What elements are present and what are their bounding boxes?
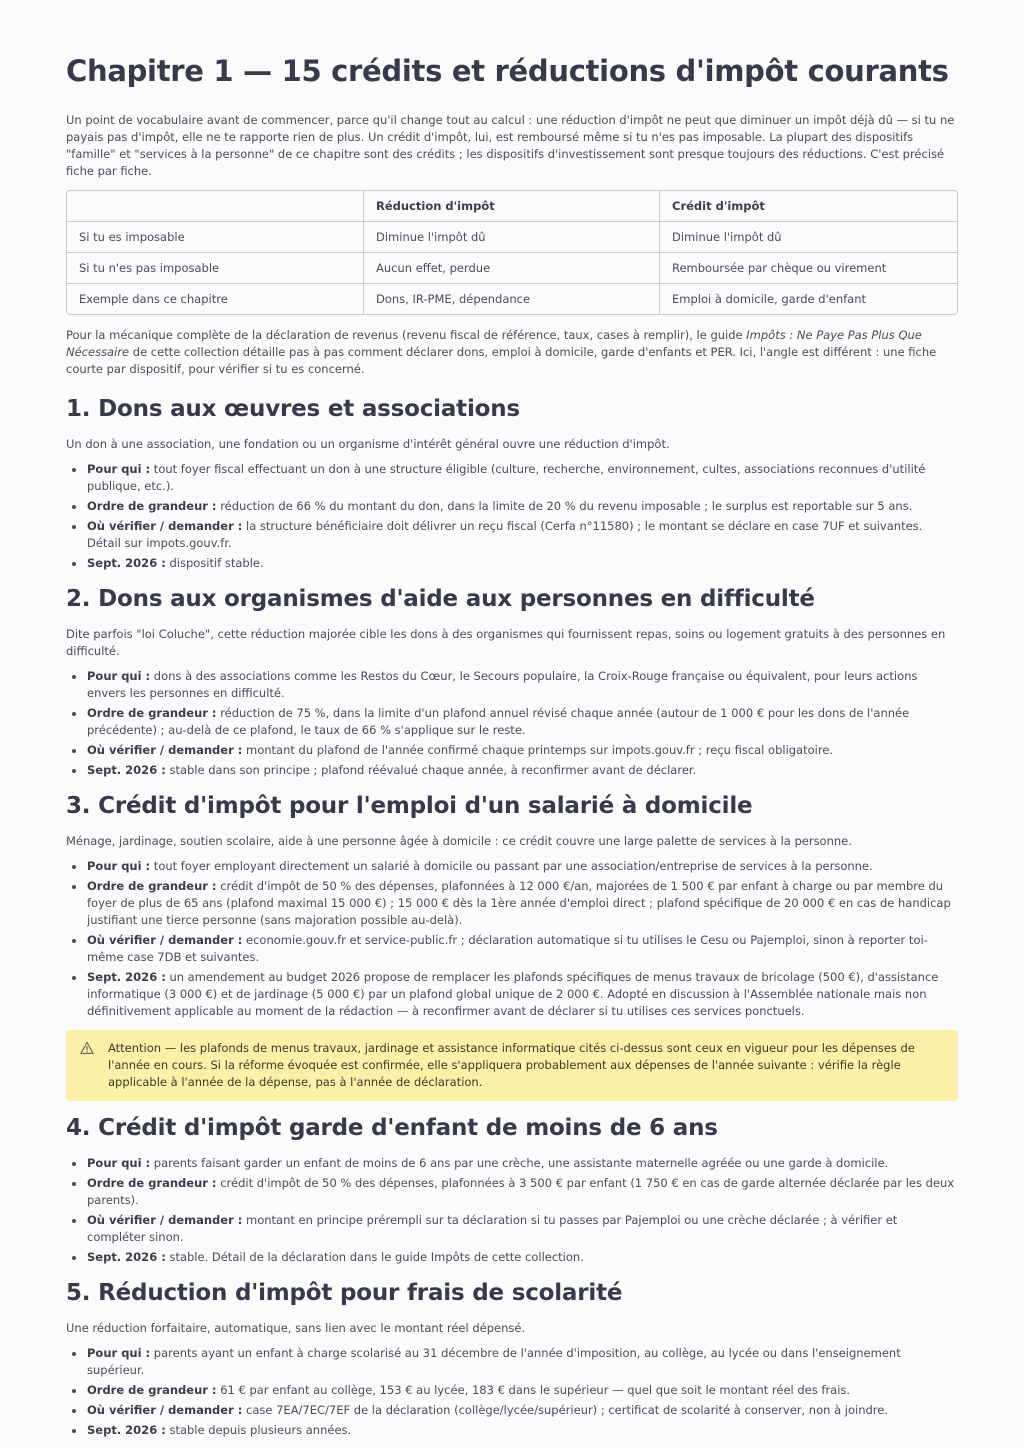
item-text: stable depuis plusieurs années. <box>165 1423 352 1437</box>
item-label: Ordre de grandeur : <box>87 1383 217 1397</box>
list-item <box>86 1155 958 1172</box>
table-row <box>67 222 957 253</box>
section-title: 2. Dons aux organismes d'aide aux personnes en difficulté <box>66 586 815 612</box>
section-lead: Une réduction forfaitaire, automatique, sans lien avec le montant réel dépensé. <box>66 1321 526 1335</box>
item-label: Où vérifier / demander : <box>87 743 243 757</box>
item-text: dons à des associations comme les Restos du Cœur, le Secours populaire, la Croix-Rouge française ou équivalent, pour leurs actions envers les personnes en difficulté. <box>87 669 918 700</box>
table-row <box>67 284 957 314</box>
item-label: Sept. 2026 : <box>87 763 166 777</box>
item-text: montant en principe prérempli sur ta déclaration si tu passes par Pajemploi ou une crèche déclarée ; à vérifier et compléter sinon. <box>87 1213 898 1244</box>
section-garde-enfant <box>66 1113 958 1266</box>
item-text: 61 € par enfant au collège, 153 € au lycée, 183 € dans le supérieur — quel que soit le montant réel des frais. <box>216 1383 851 1397</box>
item-label: Pour qui : <box>87 669 151 683</box>
item-label: Ordre de grandeur : <box>87 706 217 720</box>
item-text: réduction de 75 %, dans la limite d'un plafond annuel révisé chaque année (autour de 1 000 € pour les dons de l'année précédente) ; au-delà de ce plafond, le taux de 66 % s'applique sur le reste. <box>87 706 910 737</box>
item-label: Ordre de grandeur : <box>87 499 217 513</box>
list-item <box>86 742 958 759</box>
list-item <box>86 1249 958 1266</box>
section-emploi-domicile <box>66 791 958 1101</box>
section-lead: Un don à une association, une fondation ou un organisme d'intérêt général ouvre une réduction d'impôt. <box>66 437 670 451</box>
list-item <box>86 668 958 702</box>
guide-reference-paragraph <box>66 327 958 378</box>
item-label: Ordre de grandeur : <box>87 879 217 893</box>
list-item <box>86 705 958 739</box>
item-text: montant du plafond de l'année confirmé chaque printemps sur impots.gouv.fr ; reçu fiscal obligatoire. <box>242 743 834 757</box>
section-lead: Ménage, jardinage, soutien scolaire, aide à une personne âgée à domicile : ce crédit couvre une large palette de services à la personne. <box>66 834 852 848</box>
item-text: dispositif stable. <box>165 556 264 570</box>
warning-callout <box>66 1030 958 1101</box>
item-text: crédit d'impôt de 50 % des dépenses, plafonnées à 3 500 € par enfant (1 750 € en cas de garde alternée déclarée par les deux parents). <box>87 1176 955 1207</box>
item-text: stable. Détail de la déclaration dans le guide Impôts de cette collection. <box>165 1250 584 1264</box>
section-dons-difficulte <box>66 584 958 779</box>
section-lead: Dite parfois "loi Coluche", cette réduction majorée cible les dons à des organismes qui fournissent repas, soins ou logement gratuits à des personnes en difficulté. <box>66 627 946 658</box>
item-text: tout foyer employant directement un salarié à domicile ou passant par une association/entreprise de services à la personne. <box>150 859 873 873</box>
table-cell: Si tu n'es pas imposable <box>67 253 364 284</box>
list-item <box>86 969 958 1020</box>
section-frais-scolarite <box>66 1278 958 1439</box>
section-list <box>66 858 958 1020</box>
item-label: Sept. 2026 : <box>87 1250 166 1264</box>
list-item <box>86 932 958 966</box>
list-item <box>86 1175 958 1209</box>
item-text: un amendement au budget 2026 propose de remplacer les plafonds spécifiques de menus travaux de bricolage (500 €), d'assistance informatique (3 000 €) et de jardinage (5 000 €) par un plafond global unique de 2 000 €. Adopté en discussion à l'Assemblée nationale mais non définitivement applicable au moment de la rédaction — à reconfirmer avant de déclarer si tu utilises ces services ponctuels. <box>87 970 939 1018</box>
guide-reference-after: de cette collection détaille pas à pas comment déclarer dons, emploi à domicile, garde d'enfants et PER. Ici, l'angle est différent : une fiche courte par dispositif, pour vérifier si tu es concerné. <box>66 345 937 376</box>
item-label: Où vérifier / demander : <box>87 1403 243 1417</box>
section-title: 3. Crédit d'impôt pour l'emploi d'un salarié à domicile <box>66 793 753 819</box>
section-dons-oeuvres <box>66 394 958 572</box>
table-cell: Remboursée par chèque ou virement <box>660 253 957 284</box>
list-item <box>86 1402 958 1419</box>
item-label: Pour qui : <box>87 1156 151 1170</box>
section-title: 4. Crédit d'impôt garde d'enfant de moins de 6 ans <box>66 1115 718 1141</box>
table-cell: Diminue l'impôt dû <box>364 222 660 253</box>
comparison-table <box>66 190 958 315</box>
table-header-cell: Crédit d'impôt <box>660 191 957 222</box>
list-item <box>86 858 958 875</box>
item-text: la structure bénéficiaire doit délivrer un reçu fiscal (Cerfa n°11580) ; le montant se déclare en case 7UF et suivantes. Détail sur impots.gouv.fr. <box>87 519 923 550</box>
item-text: tout foyer fiscal effectuant un don à une structure éligible (culture, recherche, environnement, cultes, associations reconnues d'utilité publique, etc.). <box>87 462 926 493</box>
list-item <box>86 1422 958 1439</box>
item-label: Où vérifier / demander : <box>87 933 243 947</box>
item-text: case 7EA/7EC/7EF de la déclaration (collège/lycée/supérieur) ; certificat de scolarité à conserver, non à joindre. <box>242 1403 888 1417</box>
item-text: parents ayant un enfant à charge scolarisé au 31 décembre de l'année d'imposition, au collège, au lycée ou dans l'enseignement supérieur. <box>87 1346 901 1377</box>
list-item <box>86 1382 958 1399</box>
table-header-row <box>67 191 957 222</box>
table-header-cell: Réduction d'impôt <box>364 191 660 222</box>
list-item <box>86 878 958 929</box>
section-list <box>66 461 958 572</box>
item-text: economie.gouv.fr et service-public.fr ; déclaration automatique si tu utilises le Cesu ou Pajemploi, sinon à reporter toi-même case 7DB et suivantes. <box>87 933 928 964</box>
section-title: 1. Dons aux œuvres et associations <box>66 396 520 422</box>
page-title: Chapitre 1 — 15 crédits et réductions d'impôt courants <box>66 54 949 88</box>
table-cell: Aucun effet, perdue <box>364 253 660 284</box>
item-label: Où vérifier / demander : <box>87 1213 243 1227</box>
list-item <box>86 762 958 779</box>
table-cell: Si tu es imposable <box>67 222 364 253</box>
table-cell: Emploi à domicile, garde d'enfant <box>672 292 867 306</box>
item-label: Sept. 2026 : <box>87 1423 166 1437</box>
list-item <box>86 461 958 495</box>
list-item <box>86 1212 958 1246</box>
table-cell: Diminue l'impôt dû <box>660 222 957 253</box>
item-label: Pour qui : <box>87 1346 151 1360</box>
section-list <box>66 668 958 779</box>
warning-text: Attention — les plafonds de menus travaux, jardinage et assistance informatique cités ci-dessus sont ceux en vigueur pour les dépenses de l'année en cours. Si la réforme évoquée est confirmée, elle s'appliquera probablement aux dépenses de l'année suivante : vérifie la règle applicable à l'année de la dépense, pas à l'année de déclaration. <box>108 1041 915 1089</box>
list-item <box>86 498 958 515</box>
item-text: crédit d'impôt de 50 % des dépenses, plafonnées à 12 000 €/an, majorées de 1 500 € par enfant à charge ou par membre du foyer de plus de 65 ans (plafond maximal 15 000 €) ; 15 000 € dès la 1ère année d'emploi direct ; plafond spécifique de 20 000 € en cas de handicap justifiant une tierce personne (sans majoration possible au-delà). <box>87 879 951 927</box>
list-item <box>86 1345 958 1379</box>
section-list <box>66 1345 958 1439</box>
intro-paragraph: Un point de vocabulaire avant de commencer, parce qu'il change tout au calcul : une réduction d'impôt ne peut que diminuer un impôt déjà dû — si tu ne payais pas d'impôt, elle ne te rapporte rien de plus. Un crédit d'impôt, lui, est remboursé même si tu n'es pas imposable. La plupart des dispositifs "famille" et "services à la personne" de ce chapitre sont des crédits ; les dispositifs d'investissement sont presque toujours des réductions. C'est précisé fiche par fiche. <box>66 113 955 178</box>
item-text: parents faisant garder un enfant de moins de 6 ans par une crèche, une assistante maternelle agréée ou une garde à domicile. <box>150 1156 889 1170</box>
item-label: Ordre de grandeur : <box>87 1176 217 1190</box>
section-list <box>66 1155 958 1266</box>
item-label: Où vérifier / demander : <box>87 519 243 533</box>
table-cell: Dons, IR-PME, dépendance <box>364 284 660 314</box>
list-item <box>86 555 958 572</box>
guide-reference-before: Pour la mécanique complète de la déclaration de revenus (revenu fiscal de référence, taux, cases à remplir), le guide <box>66 328 747 342</box>
item-label: Pour qui : <box>87 859 151 873</box>
item-text: réduction de 66 % du montant du don, dans la limite de 20 % du revenu imposable ; le surplus est reportable sur 5 ans. <box>216 499 913 513</box>
list-item <box>86 518 958 552</box>
table-cell: Exemple dans ce chapitre <box>67 284 364 314</box>
table-row <box>67 253 957 284</box>
item-label: Pour qui : <box>87 462 151 476</box>
item-label: Sept. 2026 : <box>87 556 166 570</box>
guide-title: Impôts : Ne Paye Pas Plus Que Nécessaire <box>66 328 922 359</box>
item-label: Sept. 2026 : <box>87 970 166 984</box>
section-title: 5. Réduction d'impôt pour frais de scolarité <box>66 1280 623 1306</box>
table-header-cell <box>67 191 364 222</box>
item-text: stable dans son principe ; plafond réévalué chaque année, à reconfirmer avant de déclarer. <box>165 763 697 777</box>
warning-icon <box>80 1041 94 1055</box>
